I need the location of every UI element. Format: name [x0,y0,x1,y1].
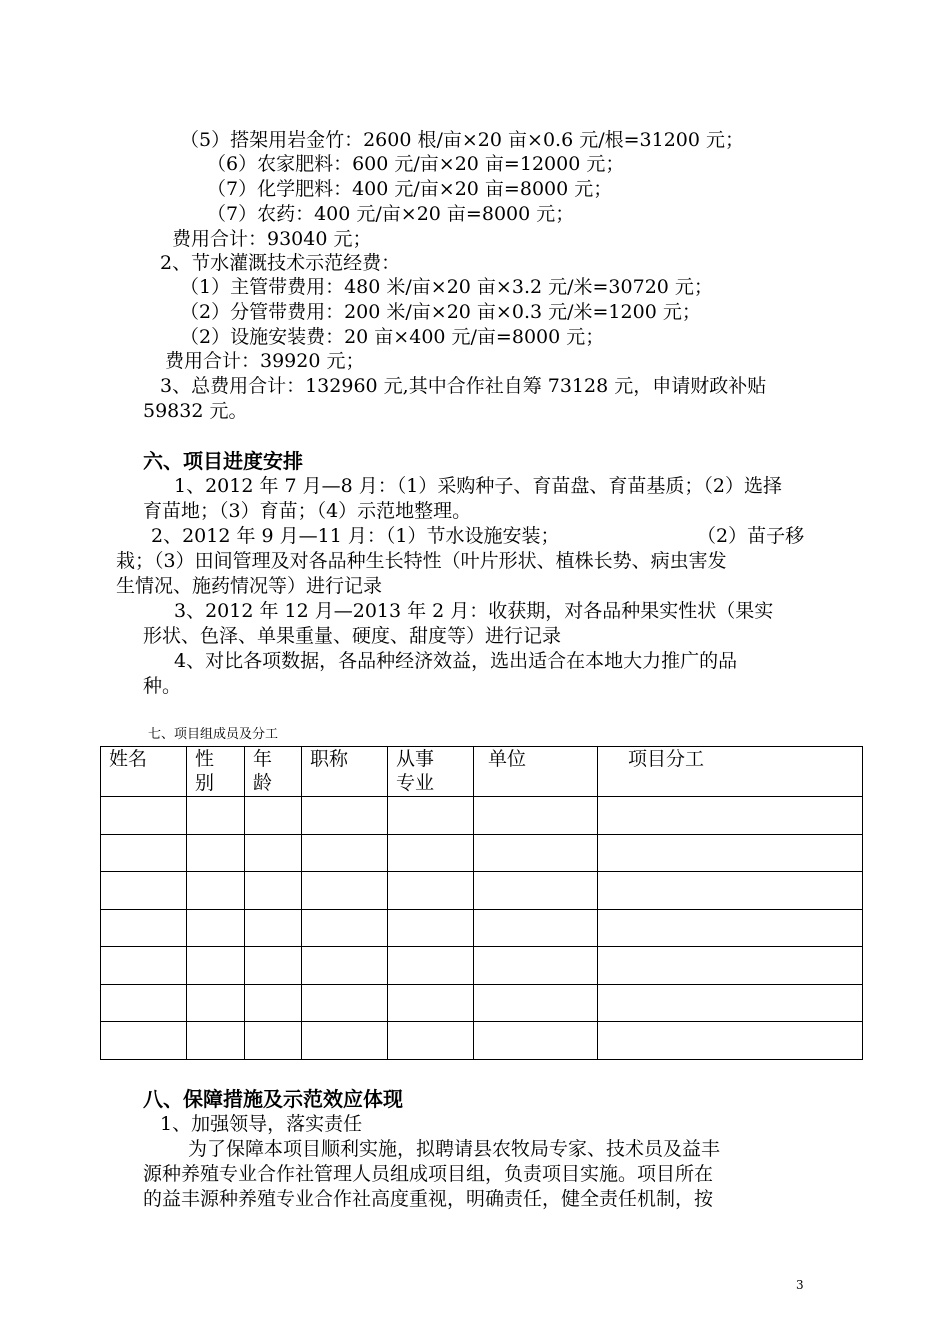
table-cell [474,1022,598,1060]
total-cost: 3、总费用合计：132960 元,其中合作社自筹 73128 元，申请财政补贴 [160,375,767,397]
table-cell [598,947,863,985]
table-cell [598,872,863,910]
schedule-4-cont: 种。 [143,675,182,697]
table-row [101,834,863,872]
table-cell [245,1022,302,1060]
col-title: 职称 [302,747,388,797]
table-row [101,984,863,1022]
budget-item-7b: （7）农药：400 元/亩×20 亩=8000 元； [207,203,575,225]
measure-1-para: 为了保障本项目顺利实施，拟聘请县农牧局专家、技术员及益丰 [188,1138,721,1160]
table-cell [101,872,187,910]
schedule-3: 3、2012 年 12 月—2013 年 2 月：收获期，对各品种果实性状（果实 [174,600,774,622]
table-cell [101,947,187,985]
table-cell [101,797,187,835]
table-row [101,797,863,835]
table-cell [187,872,245,910]
col-duty: 项目分工 [598,747,863,797]
table-cell [245,984,302,1022]
schedule-1: 1、2012 年 7 月—8 月：（1）采购种子、育苗盘、育苗基质；（2）选择 [174,475,782,497]
table-row [101,947,863,985]
table-row [101,1022,863,1060]
schedule-3-cont: 形状、色泽、单果重量、硬度、甜度等）进行记录 [143,625,562,647]
table-cell [388,834,474,872]
schedule-4: 4、对比各项数据，各品种经济效益，选出适合在本地大力推广的品 [174,650,738,672]
table-cell [474,834,598,872]
table-cell [245,872,302,910]
schedule-2-tail: （2）苗子移 [697,525,805,547]
schedule-2: 2、2012 年 9 月—11 月：（1）节水设施安装； [151,525,560,547]
measure-1-para-cont: 源种养殖专业合作社管理人员组成项目组，负责项目实施。项目所在 [143,1163,714,1185]
schedule-2-cont: 栽；（3）田间管理及对各品种生长特性（叶片形状、植株长势、病虫害发 [116,550,727,572]
table-cell [474,797,598,835]
table-cell [474,984,598,1022]
budget-item-7a: （7）化学肥料：400 元/亩×20 亩=8000 元； [207,178,613,200]
measure-1-para-cont2: 的益丰源种养殖专业合作社高度重视，明确责任，健全责任机制，按 [143,1188,714,1210]
table-cell [302,1022,388,1060]
col-age: 年 龄 [245,747,302,797]
table-cell [187,984,245,1022]
table-cell [187,1022,245,1060]
budget-item-5: （5）搭架用岩金竹：2600 根/亩×20 亩×0.6 元/根=31200 元； [180,129,744,151]
table-cell [245,834,302,872]
table-cell [598,984,863,1022]
table-cell [187,947,245,985]
table-cell [302,834,388,872]
table-cell [101,984,187,1022]
table-cell [187,797,245,835]
table-cell [474,947,598,985]
section-7-caption: 七、项目组成员及分工 [148,727,279,742]
table-cell [302,984,388,1022]
table-cell [302,947,388,985]
col-unit: 单位 [474,747,598,797]
schedule-1-cont: 育苗地；（3）育苗；（4）示范地整理。 [143,500,472,522]
table-cell [245,947,302,985]
irrigation-item-3: （2）设施安装费：20 亩×400 元/亩=8000 元； [180,326,605,348]
table-cell [245,909,302,947]
table-cell [302,872,388,910]
col-major: 从事 专业 [388,747,474,797]
col-gender: 性 别 [187,747,245,797]
table-cell [598,1022,863,1060]
table-cell [598,797,863,835]
table-cell [101,834,187,872]
page-number: 3 [796,1278,804,1292]
table-cell [187,834,245,872]
section-6-title: 六、项目进度安排 [143,449,303,473]
total-cost-cont: 59832 元。 [143,400,248,422]
table-cell [474,909,598,947]
measure-1-heading: 1、加强领导，落实责任 [160,1113,363,1135]
table-cell [388,909,474,947]
subtotal-2: 费用合计：39920 元； [165,350,365,372]
table-header-row [101,747,863,797]
table-cell [101,1022,187,1060]
section-8-title: 八、保障措施及示范效应体现 [143,1087,403,1111]
table-cell [101,909,187,947]
irrigation-item-2: （2）分管带费用：200 米/亩×20 亩×0.3 元/米=1200 元； [180,301,701,323]
table-cell [388,1022,474,1060]
table-cell [302,909,388,947]
budget-item-6: （6）农家肥料：600 元/亩×20 亩=12000 元； [207,153,625,175]
table-cell [598,834,863,872]
table-cell [187,909,245,947]
members-table [100,746,863,1060]
table-row [101,872,863,910]
table-cell [388,947,474,985]
table-cell [245,797,302,835]
section-2-heading: 2、节水灌溉技术示范经费： [160,252,401,274]
table-cell [598,909,863,947]
table-cell [474,872,598,910]
schedule-2-cont2: 生情况、施药情况等）进行记录 [116,575,383,597]
table-cell [388,872,474,910]
table-cell [388,797,474,835]
col-name: 姓名 [101,747,187,797]
table-cell [388,984,474,1022]
subtotal-1: 费用合计：93040 元； [172,228,372,250]
irrigation-item-1: （1）主管带费用：480 米/亩×20 亩×3.2 元/米=30720 元； [180,276,713,298]
table-row [101,909,863,947]
table-cell [302,797,388,835]
